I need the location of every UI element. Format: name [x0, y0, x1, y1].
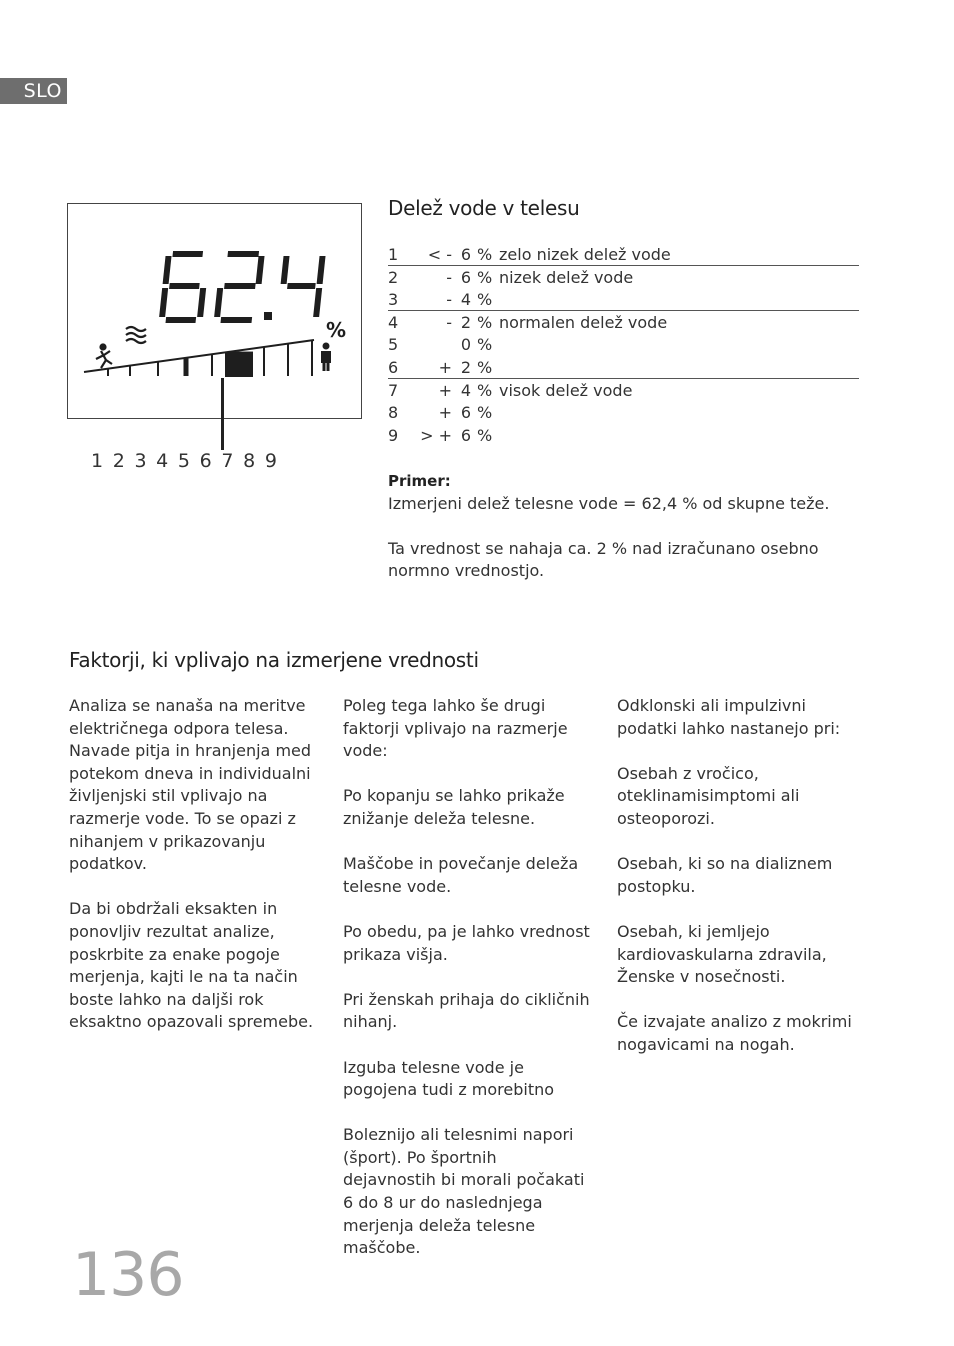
paragraph: Po kopanju se lahko prikaže znižanje deleža telesne. [343, 786, 565, 828]
water-cell-desc: zelo nizek delež vode [499, 244, 671, 264]
paragraph: Osebah z vročico, oteklinamisimptomi ali osteoporozi. [617, 763, 800, 828]
water-cell-desc: normalen delež vode [499, 311, 859, 334]
water-table-row [388, 288, 859, 311]
water-table-row [388, 266, 859, 289]
water-cell-num: 2 [388, 266, 412, 289]
example-label: Primer: [388, 472, 451, 490]
water-cell-sign: + [412, 379, 456, 402]
water-cell-sign: - [412, 311, 456, 334]
water-cell-desc [499, 333, 859, 356]
water-section-title: Delež vode v telesu [388, 196, 580, 220]
water-cell-num: 1 [388, 244, 399, 264]
lcd-digit-2 [217, 254, 262, 320]
example-text: Izmerjeni delež telesne vode = 62,4 % od skupne teže. [388, 493, 830, 513]
water-cell-val: 6 [460, 244, 471, 264]
factors-column-2 [343, 695, 593, 1260]
water-cell-desc [499, 288, 859, 311]
water-cell-val: 2 [456, 311, 471, 334]
water-cell-num: 3 [388, 289, 399, 309]
water-cell-pct: % [477, 357, 493, 377]
paragraph: Boleznijo ali telesnimi napori (šport). Po športnih dejavnostih bi morali počakati 6 do 8 ur do naslednjega merjenja deleža telesne maščobe. [343, 1125, 585, 1258]
water-cell-pct: % [477, 402, 493, 422]
water-table [388, 243, 859, 446]
water-cell-desc: visok delež vode [499, 379, 859, 402]
paragraph: Analiza se nanaša na meritve električnega odpora telesa. Navade pitja in hranjenja med potekom dneva in individualni življenjski stil vplivajo na razmerje vode. To se opazi z nihanjem v prikazovanju podatkov. [69, 696, 312, 874]
water-cell-desc [499, 356, 859, 379]
water-cell-num: 9 [388, 425, 399, 445]
lcd-display [68, 204, 363, 420]
paragraph: Odklonski ali impulzivni podatki lahko nastanejo pri: [617, 696, 841, 738]
example-block [388, 470, 858, 583]
water-cell-sign: > + [420, 425, 452, 445]
scale-numbers: 1 2 3 4 5 6 7 8 9 [91, 450, 278, 472]
paragraph: Osebah, ki so na dializnem postopku. [617, 854, 833, 896]
bar-scale [84, 340, 314, 376]
lcd-decimal-point [264, 312, 272, 320]
water-cell-num: 8 [388, 402, 399, 422]
paragraph: Poleg tega lahko še drugi faktorji vplivajo na razmerje vode: [343, 696, 568, 761]
water-cell-sign: < - [427, 244, 452, 264]
water-cell-sign: + [438, 357, 452, 377]
water-cell-pct: % [471, 379, 499, 402]
water-table-row [388, 333, 859, 356]
paragraph: Maščobe in povečanje deleža telesne vode. [343, 854, 579, 896]
paragraph: Izguba telesne vode je pogojena tudi z morebitno [343, 1057, 555, 1100]
water-cell-desc [499, 401, 859, 424]
lcd-digit-4 [280, 256, 322, 317]
paragraph: Da bi obdržali eksakten in ponovljiv rezultat analize, poskrbite za enake pogoje merjenja, kajti le na ta način boste lahko na daljši rok eksaktno opazovali spremebe. [69, 899, 314, 1032]
factors-section-title: Faktorji, ki vplivajo na izmerjene vrednosti [69, 648, 479, 672]
water-cell-desc [499, 424, 859, 447]
water-cell-sign: - [412, 266, 456, 289]
person-icon [321, 343, 331, 372]
water-cell-pct: % [471, 266, 499, 289]
water-cell-desc: nizek delež vode [499, 266, 859, 289]
water-table-row [388, 311, 859, 334]
water-table-row [388, 379, 859, 402]
water-cell-val: 4 [456, 379, 471, 402]
water-table-row [388, 401, 859, 424]
factors-column-1 [69, 695, 319, 1034]
water-cell-num: 4 [388, 311, 412, 334]
water-table-row [388, 243, 859, 266]
water-cell-pct: % [477, 289, 493, 309]
paragraph: Če izvajate analizo z mokrimi nogavicami na nogah. [617, 1012, 852, 1054]
water-table-row [388, 356, 859, 379]
factors-column-3 [617, 695, 867, 1057]
water-cell-num: 5 [388, 335, 399, 355]
page-number: 136 [72, 1240, 184, 1310]
water-cell-val: 6 [460, 425, 471, 445]
water-cell-val: 6 [460, 402, 471, 422]
water-cell-sign [412, 333, 456, 356]
lcd-percent-symbol: % [326, 318, 347, 342]
water-cell-val: 0 [460, 335, 471, 355]
water-cell-pct: % [477, 244, 493, 264]
water-cell-val: 4 [460, 289, 471, 309]
water-table-row [388, 424, 859, 447]
water-cell-sign: - [446, 289, 452, 309]
pointer-line [221, 378, 224, 450]
water-cell-num: 7 [388, 379, 412, 402]
bar-scale-active-segment [226, 353, 252, 376]
paragraph: Po obedu, pa je lahko vrednost prikaza višja. [343, 921, 590, 964]
water-cell-val: 6 [456, 266, 471, 289]
water-wave-icon [126, 327, 146, 343]
paragraph: Osebah, ki jemljejo kardiovaskularna zdravila, Ženske v nosečnosti. [617, 921, 827, 987]
water-cell-pct: % [477, 425, 493, 445]
water-cell-pct: % [477, 335, 493, 355]
water-cell-val: 2 [460, 357, 471, 377]
athlete-icon [96, 345, 112, 369]
paragraph: Pri ženskah prihaja do cikličnih nihanj. [343, 989, 590, 1032]
language-tab: SLO [0, 78, 67, 104]
scale-display-illustration [67, 203, 362, 419]
example-note: Ta vrednost se nahaja ca. 2 % nad izračunano osebno normno vrednostjo. [388, 538, 819, 581]
water-cell-pct: % [471, 311, 499, 334]
water-cell-sign: + [438, 402, 452, 422]
water-cell-num: 6 [388, 357, 399, 377]
lcd-digit-6 [162, 254, 207, 320]
bar-scale-baseline [84, 340, 314, 372]
